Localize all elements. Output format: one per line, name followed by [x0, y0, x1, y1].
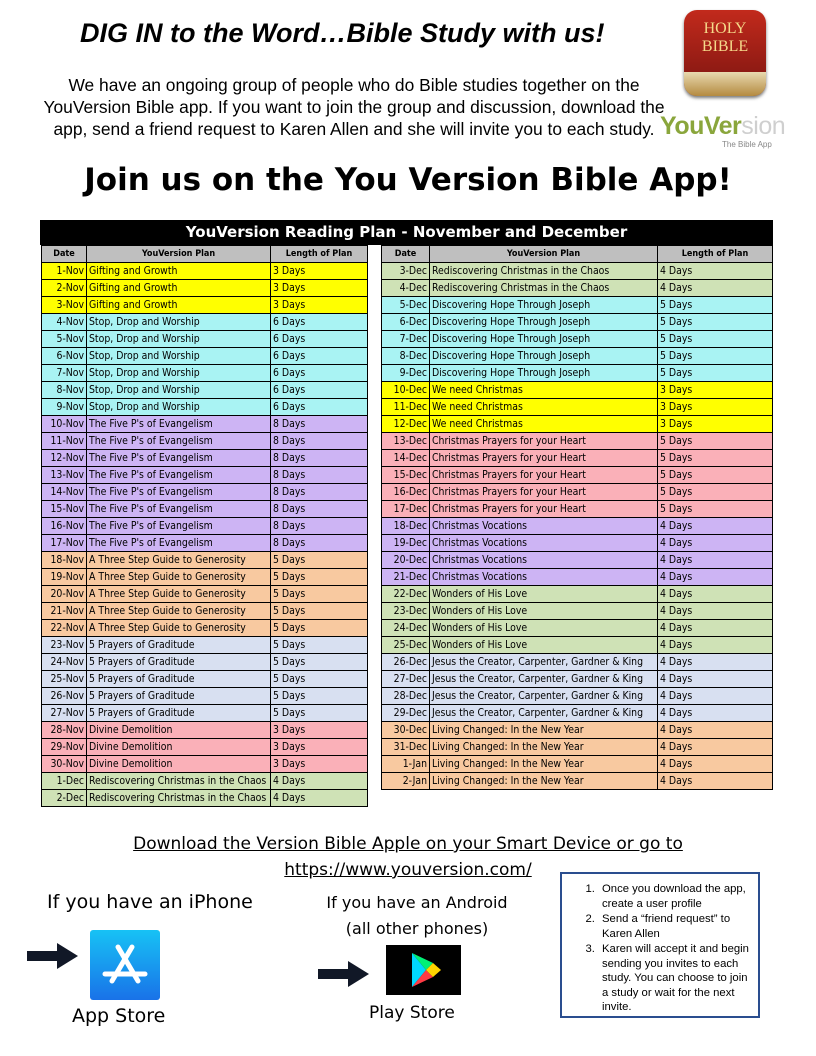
- table-row: [382, 705, 773, 722]
- column-header-date: Date: [42, 246, 87, 263]
- table-row: [42, 569, 368, 586]
- date-cell: 2-Dec: [42, 790, 87, 807]
- column-header-length: Length of Plan: [271, 246, 368, 263]
- plan-cell: Jesus the Creator, Carpenter, Gardner & King: [430, 705, 658, 722]
- plan-cell: Christmas Prayers for your Heart: [430, 450, 658, 467]
- length-cell: 5 Days: [658, 348, 773, 365]
- date-cell: 23-Dec: [382, 603, 430, 620]
- page-headline: DIG IN to the Word…Bible Study with us!: [80, 18, 605, 48]
- plan-cell: Divine Demolition: [87, 739, 271, 756]
- table-row: [42, 314, 368, 331]
- plan-cell: Stop, Drop and Worship: [87, 399, 271, 416]
- table-row: [382, 348, 773, 365]
- table-row: [42, 518, 368, 535]
- date-cell: 22-Nov: [42, 620, 87, 637]
- date-cell: 9-Dec: [382, 365, 430, 382]
- table-row: [382, 586, 773, 603]
- plan-cell: A Three Step Guide to Generosity: [87, 586, 271, 603]
- length-cell: 5 Days: [271, 603, 368, 620]
- plan-cell: 5 Prayers of Graditude: [87, 688, 271, 705]
- plan-cell: Living Changed: In the New Year: [430, 739, 658, 756]
- table-row: [42, 654, 368, 671]
- plan-cell: The Five P's of Evangelism: [87, 484, 271, 501]
- plan-cell: Christmas Vocations: [430, 552, 658, 569]
- length-cell: 8 Days: [271, 467, 368, 484]
- date-cell: 17-Nov: [42, 535, 87, 552]
- length-cell: 3 Days: [271, 280, 368, 297]
- length-cell: 5 Days: [271, 552, 368, 569]
- length-cell: 4 Days: [658, 535, 773, 552]
- date-cell: 20-Dec: [382, 552, 430, 569]
- plan-cell: Stop, Drop and Worship: [87, 365, 271, 382]
- column-header-plan: YouVersion Plan: [430, 246, 658, 263]
- length-cell: 8 Days: [271, 433, 368, 450]
- plan-cell: The Five P's of Evangelism: [87, 535, 271, 552]
- plan-cell: Christmas Vocations: [430, 569, 658, 586]
- plan-cell: Discovering Hope Through Joseph: [430, 331, 658, 348]
- date-cell: 17-Dec: [382, 501, 430, 518]
- plan-cell: Discovering Hope Through Joseph: [430, 348, 658, 365]
- table-row: [382, 416, 773, 433]
- steps-list: [562, 882, 754, 1015]
- plan-cell: Christmas Prayers for your Heart: [430, 433, 658, 450]
- table-row: [42, 756, 368, 773]
- plan-cell: The Five P's of Evangelism: [87, 416, 271, 433]
- table-row: [42, 416, 368, 433]
- plan-cell: Divine Demolition: [87, 756, 271, 773]
- length-cell: 5 Days: [658, 297, 773, 314]
- date-cell: 21-Dec: [382, 569, 430, 586]
- length-cell: 4 Days: [658, 569, 773, 586]
- table-row: [42, 501, 368, 518]
- length-cell: 4 Days: [658, 518, 773, 535]
- column-header-date: Date: [382, 246, 430, 263]
- android-label: If you have an Android (all other phones): [326, 893, 508, 938]
- holy-bible-app-icon: [684, 10, 766, 96]
- length-cell: 5 Days: [658, 501, 773, 518]
- plan-cell: Rediscovering Christmas in the Chaos: [430, 280, 658, 297]
- table-row: [382, 756, 773, 773]
- length-cell: 4 Days: [658, 280, 773, 297]
- table-row: [382, 331, 773, 348]
- plan-cell: Gifting and Growth: [87, 280, 271, 297]
- date-cell: 1-Dec: [42, 773, 87, 790]
- length-cell: 5 Days: [658, 484, 773, 501]
- length-cell: 4 Days: [658, 671, 773, 688]
- date-cell: 6-Nov: [42, 348, 87, 365]
- date-cell: 3-Dec: [382, 263, 430, 280]
- youversion-link[interactable]: https://www.youversion.com/: [284, 860, 532, 880]
- length-cell: 6 Days: [271, 348, 368, 365]
- plan-cell: The Five P's of Evangelism: [87, 433, 271, 450]
- date-cell: 24-Nov: [42, 654, 87, 671]
- plan-cell: Discovering Hope Through Joseph: [430, 365, 658, 382]
- date-cell: 23-Nov: [42, 637, 87, 654]
- date-cell: 9-Nov: [42, 399, 87, 416]
- download-instructions: Download the Version Bible Apple on your Smart Device or go to: [133, 834, 683, 854]
- table-row: [42, 773, 368, 790]
- table-row: [42, 450, 368, 467]
- date-cell: 5-Nov: [42, 331, 87, 348]
- plan-cell: Discovering Hope Through Joseph: [430, 314, 658, 331]
- date-cell: 10-Dec: [382, 382, 430, 399]
- plan-cell: The Five P's of Evangelism: [87, 467, 271, 484]
- step-item: 2. Send a “friend request” to Karen Allen: [598, 912, 754, 941]
- table-row: [382, 297, 773, 314]
- length-cell: 3 Days: [658, 416, 773, 433]
- table-row: [382, 518, 773, 535]
- length-cell: 5 Days: [271, 620, 368, 637]
- table-row: [382, 773, 773, 790]
- length-cell: 4 Days: [658, 722, 773, 739]
- plan-cell: Jesus the Creator, Carpenter, Gardner & King: [430, 654, 658, 671]
- plan-cell: Wonders of His Love: [430, 586, 658, 603]
- date-cell: 16-Nov: [42, 518, 87, 535]
- date-cell: 13-Dec: [382, 433, 430, 450]
- bible-logo-text: HOLY BIBLE: [701, 20, 749, 55]
- plan-cell: 5 Prayers of Graditude: [87, 705, 271, 722]
- bible-pages-edge: [684, 72, 766, 96]
- length-cell: 4 Days: [658, 637, 773, 654]
- plan-cell: Wonders of His Love: [430, 603, 658, 620]
- date-cell: 13-Nov: [42, 467, 87, 484]
- length-cell: 6 Days: [271, 399, 368, 416]
- length-cell: 6 Days: [271, 365, 368, 382]
- table-row: [382, 739, 773, 756]
- table-row: [42, 399, 368, 416]
- plan-cell: Living Changed: In the New Year: [430, 773, 658, 790]
- length-cell: 5 Days: [271, 637, 368, 654]
- table-row: [42, 603, 368, 620]
- plan-cell: Living Changed: In the New Year: [430, 756, 658, 773]
- table-row: [382, 671, 773, 688]
- length-cell: 8 Days: [271, 518, 368, 535]
- length-cell: 5 Days: [658, 331, 773, 348]
- date-cell: 8-Nov: [42, 382, 87, 399]
- date-cell: 28-Dec: [382, 688, 430, 705]
- table-row: [382, 620, 773, 637]
- date-cell: 19-Nov: [42, 569, 87, 586]
- table-row: [42, 484, 368, 501]
- date-cell: 16-Dec: [382, 484, 430, 501]
- length-cell: 5 Days: [271, 705, 368, 722]
- plan-cell: Rediscovering Christmas in the Chaos: [430, 263, 658, 280]
- table-row: [42, 263, 368, 280]
- length-cell: 6 Days: [271, 382, 368, 399]
- plan-cell: Rediscovering Christmas in the Chaos: [87, 790, 271, 807]
- intro-paragraph: We have an ongoing group of people who do Bible studies together on the YouVersion Bible app. If you want to join the group and discussion, download the app, send a friend request to Karen Allen and she will invite you to each study.: [43, 75, 665, 139]
- table-row: [42, 348, 368, 365]
- play-store-icon[interactable]: [386, 945, 461, 995]
- google-play-logo-icon: [386, 945, 461, 995]
- table-row: [382, 263, 773, 280]
- date-cell: 5-Dec: [382, 297, 430, 314]
- length-cell: 5 Days: [271, 654, 368, 671]
- table-row: [42, 535, 368, 552]
- date-cell: 20-Nov: [42, 586, 87, 603]
- plan-cell: A Three Step Guide to Generosity: [87, 603, 271, 620]
- length-cell: 5 Days: [658, 450, 773, 467]
- date-cell: 1-Jan: [382, 756, 430, 773]
- app-store-icon[interactable]: [90, 930, 160, 1000]
- length-cell: 3 Days: [271, 739, 368, 756]
- plan-cell: Wonders of His Love: [430, 620, 658, 637]
- plan-cell: Jesus the Creator, Carpenter, Gardner & King: [430, 671, 658, 688]
- table-row: [382, 450, 773, 467]
- date-cell: 7-Dec: [382, 331, 430, 348]
- reading-plan-table-left: [41, 245, 368, 807]
- table-row: [382, 603, 773, 620]
- length-cell: 3 Days: [658, 399, 773, 416]
- reading-plan-title: YouVersion Reading Plan - November and December: [40, 220, 773, 245]
- date-cell: 18-Nov: [42, 552, 87, 569]
- length-cell: 4 Days: [271, 790, 368, 807]
- length-cell: 8 Days: [271, 450, 368, 467]
- table-row: [382, 365, 773, 382]
- length-cell: 8 Days: [271, 484, 368, 501]
- plan-cell: A Three Step Guide to Generosity: [87, 620, 271, 637]
- plan-cell: Divine Demolition: [87, 722, 271, 739]
- date-cell: 30-Nov: [42, 756, 87, 773]
- date-cell: 1-Nov: [42, 263, 87, 280]
- table-row: [382, 535, 773, 552]
- date-cell: 12-Nov: [42, 450, 87, 467]
- plan-cell: Jesus the Creator, Carpenter, Gardner & King: [430, 688, 658, 705]
- app-store-logo-icon: [90, 930, 160, 1000]
- table-row: [42, 382, 368, 399]
- plan-cell: 5 Prayers of Graditude: [87, 654, 271, 671]
- length-cell: 4 Days: [658, 773, 773, 790]
- length-cell: 4 Days: [658, 586, 773, 603]
- plan-cell: Stop, Drop and Worship: [87, 382, 271, 399]
- date-cell: 30-Dec: [382, 722, 430, 739]
- length-cell: 3 Days: [658, 382, 773, 399]
- table-row: [42, 297, 368, 314]
- table-row: [42, 331, 368, 348]
- date-cell: 31-Dec: [382, 739, 430, 756]
- plan-cell: Stop, Drop and Worship: [87, 314, 271, 331]
- column-header-plan: YouVersion Plan: [87, 246, 271, 263]
- table-row: [382, 688, 773, 705]
- youversion-logo-you: YouVer: [660, 112, 742, 140]
- plan-cell: Stop, Drop and Worship: [87, 331, 271, 348]
- length-cell: 4 Days: [658, 688, 773, 705]
- reading-plan-table-right: [381, 245, 773, 790]
- table-row: [382, 399, 773, 416]
- plan-cell: Gifting and Growth: [87, 263, 271, 280]
- join-title: Join us on the You Version Bible App!: [84, 162, 732, 198]
- length-cell: 6 Days: [271, 331, 368, 348]
- date-cell: 26-Dec: [382, 654, 430, 671]
- plan-cell: We need Christmas: [430, 382, 658, 399]
- table-row: [42, 739, 368, 756]
- length-cell: 3 Days: [271, 756, 368, 773]
- plan-cell: Rediscovering Christmas in the Chaos: [87, 773, 271, 790]
- length-cell: 3 Days: [271, 263, 368, 280]
- right-arrow-icon: [27, 942, 79, 970]
- table-row: [382, 484, 773, 501]
- column-header-length: Length of Plan: [658, 246, 773, 263]
- table-row: [382, 382, 773, 399]
- date-cell: 21-Nov: [42, 603, 87, 620]
- table-row: [42, 790, 368, 807]
- length-cell: 8 Days: [271, 535, 368, 552]
- length-cell: 5 Days: [658, 467, 773, 484]
- step-item: 3. Karen will accept it and begin sending you invites to each study. You can choose to join a study or wait for the next invite.: [598, 942, 754, 1015]
- table-row: [382, 280, 773, 297]
- plan-cell: Christmas Prayers for your Heart: [430, 484, 658, 501]
- date-cell: 3-Nov: [42, 297, 87, 314]
- date-cell: 25-Dec: [382, 637, 430, 654]
- table-row: [382, 654, 773, 671]
- date-cell: 19-Dec: [382, 535, 430, 552]
- date-cell: 11-Dec: [382, 399, 430, 416]
- table-header-row: [382, 246, 773, 263]
- date-cell: 14-Dec: [382, 450, 430, 467]
- table-row: [382, 637, 773, 654]
- length-cell: 4 Days: [271, 773, 368, 790]
- table-row: [382, 722, 773, 739]
- date-cell: 12-Dec: [382, 416, 430, 433]
- plan-cell: 5 Prayers of Graditude: [87, 671, 271, 688]
- table-row: [42, 705, 368, 722]
- plan-cell: Christmas Vocations: [430, 518, 658, 535]
- table-row: [382, 467, 773, 484]
- youversion-logo-subtitle: The Bible App: [722, 140, 772, 149]
- table-row: [42, 365, 368, 382]
- plan-cell: Wonders of His Love: [430, 637, 658, 654]
- date-cell: 11-Nov: [42, 433, 87, 450]
- length-cell: 5 Days: [658, 314, 773, 331]
- date-cell: 4-Nov: [42, 314, 87, 331]
- date-cell: 29-Nov: [42, 739, 87, 756]
- iphone-label: If you have an iPhone: [47, 891, 253, 913]
- date-cell: 2-Jan: [382, 773, 430, 790]
- date-cell: 24-Dec: [382, 620, 430, 637]
- length-cell: 4 Days: [658, 705, 773, 722]
- date-cell: 22-Dec: [382, 586, 430, 603]
- table-row: [42, 280, 368, 297]
- table-row: [42, 620, 368, 637]
- plan-cell: Christmas Prayers for your Heart: [430, 501, 658, 518]
- length-cell: 5 Days: [658, 433, 773, 450]
- table-row: [382, 433, 773, 450]
- length-cell: 5 Days: [271, 569, 368, 586]
- date-cell: 29-Dec: [382, 705, 430, 722]
- table-row: [42, 637, 368, 654]
- length-cell: 8 Days: [271, 416, 368, 433]
- table-row: [42, 671, 368, 688]
- date-cell: 2-Nov: [42, 280, 87, 297]
- steps-box: [560, 872, 760, 1018]
- plan-cell: Stop, Drop and Worship: [87, 348, 271, 365]
- length-cell: 3 Days: [271, 297, 368, 314]
- length-cell: 3 Days: [271, 722, 368, 739]
- plan-cell: Christmas Prayers for your Heart: [430, 467, 658, 484]
- plan-cell: Living Changed: In the New Year: [430, 722, 658, 739]
- step-item: 1. Once you download the app, create a user profile: [598, 882, 754, 911]
- table-row: [382, 501, 773, 518]
- date-cell: 25-Nov: [42, 671, 87, 688]
- table-row: [42, 467, 368, 484]
- table-row: [42, 586, 368, 603]
- length-cell: 4 Days: [658, 739, 773, 756]
- date-cell: 14-Nov: [42, 484, 87, 501]
- youversion-logo: [660, 112, 785, 141]
- length-cell: 5 Days: [271, 671, 368, 688]
- date-cell: 27-Dec: [382, 671, 430, 688]
- length-cell: 5 Days: [271, 586, 368, 603]
- table-row: [42, 722, 368, 739]
- table-row: [382, 314, 773, 331]
- length-cell: 5 Days: [658, 365, 773, 382]
- date-cell: 28-Nov: [42, 722, 87, 739]
- app-store-label[interactable]: App Store: [72, 1005, 166, 1027]
- plan-cell: The Five P's of Evangelism: [87, 501, 271, 518]
- plan-cell: A Three Step Guide to Generosity: [87, 569, 271, 586]
- date-cell: 15-Dec: [382, 467, 430, 484]
- date-cell: 4-Dec: [382, 280, 430, 297]
- play-store-label[interactable]: Play Store: [369, 1003, 455, 1023]
- youversion-logo-sion: sion: [741, 112, 786, 140]
- plan-cell: Christmas Vocations: [430, 535, 658, 552]
- table-row: [42, 688, 368, 705]
- date-cell: 7-Nov: [42, 365, 87, 382]
- date-cell: 27-Nov: [42, 705, 87, 722]
- length-cell: 8 Days: [271, 501, 368, 518]
- length-cell: 6 Days: [271, 314, 368, 331]
- plan-cell: The Five P's of Evangelism: [87, 518, 271, 535]
- length-cell: 4 Days: [658, 654, 773, 671]
- plan-cell: A Three Step Guide to Generosity: [87, 552, 271, 569]
- length-cell: 4 Days: [658, 603, 773, 620]
- length-cell: 4 Days: [658, 263, 773, 280]
- date-cell: 6-Dec: [382, 314, 430, 331]
- date-cell: 18-Dec: [382, 518, 430, 535]
- plan-cell: The Five P's of Evangelism: [87, 450, 271, 467]
- table-row: [42, 433, 368, 450]
- date-cell: 8-Dec: [382, 348, 430, 365]
- plan-cell: 5 Prayers of Graditude: [87, 637, 271, 654]
- right-arrow-icon: [318, 960, 370, 988]
- date-cell: 10-Nov: [42, 416, 87, 433]
- date-cell: 15-Nov: [42, 501, 87, 518]
- length-cell: 5 Days: [271, 688, 368, 705]
- plan-cell: Discovering Hope Through Joseph: [430, 297, 658, 314]
- length-cell: 4 Days: [658, 552, 773, 569]
- plan-cell: We need Christmas: [430, 399, 658, 416]
- date-cell: 26-Nov: [42, 688, 87, 705]
- plan-cell: We need Christmas: [430, 416, 658, 433]
- table-row: [42, 552, 368, 569]
- table-row: [382, 569, 773, 586]
- table-header-row: [42, 246, 368, 263]
- plan-cell: Gifting and Growth: [87, 297, 271, 314]
- length-cell: 4 Days: [658, 620, 773, 637]
- table-row: [382, 552, 773, 569]
- length-cell: 4 Days: [658, 756, 773, 773]
